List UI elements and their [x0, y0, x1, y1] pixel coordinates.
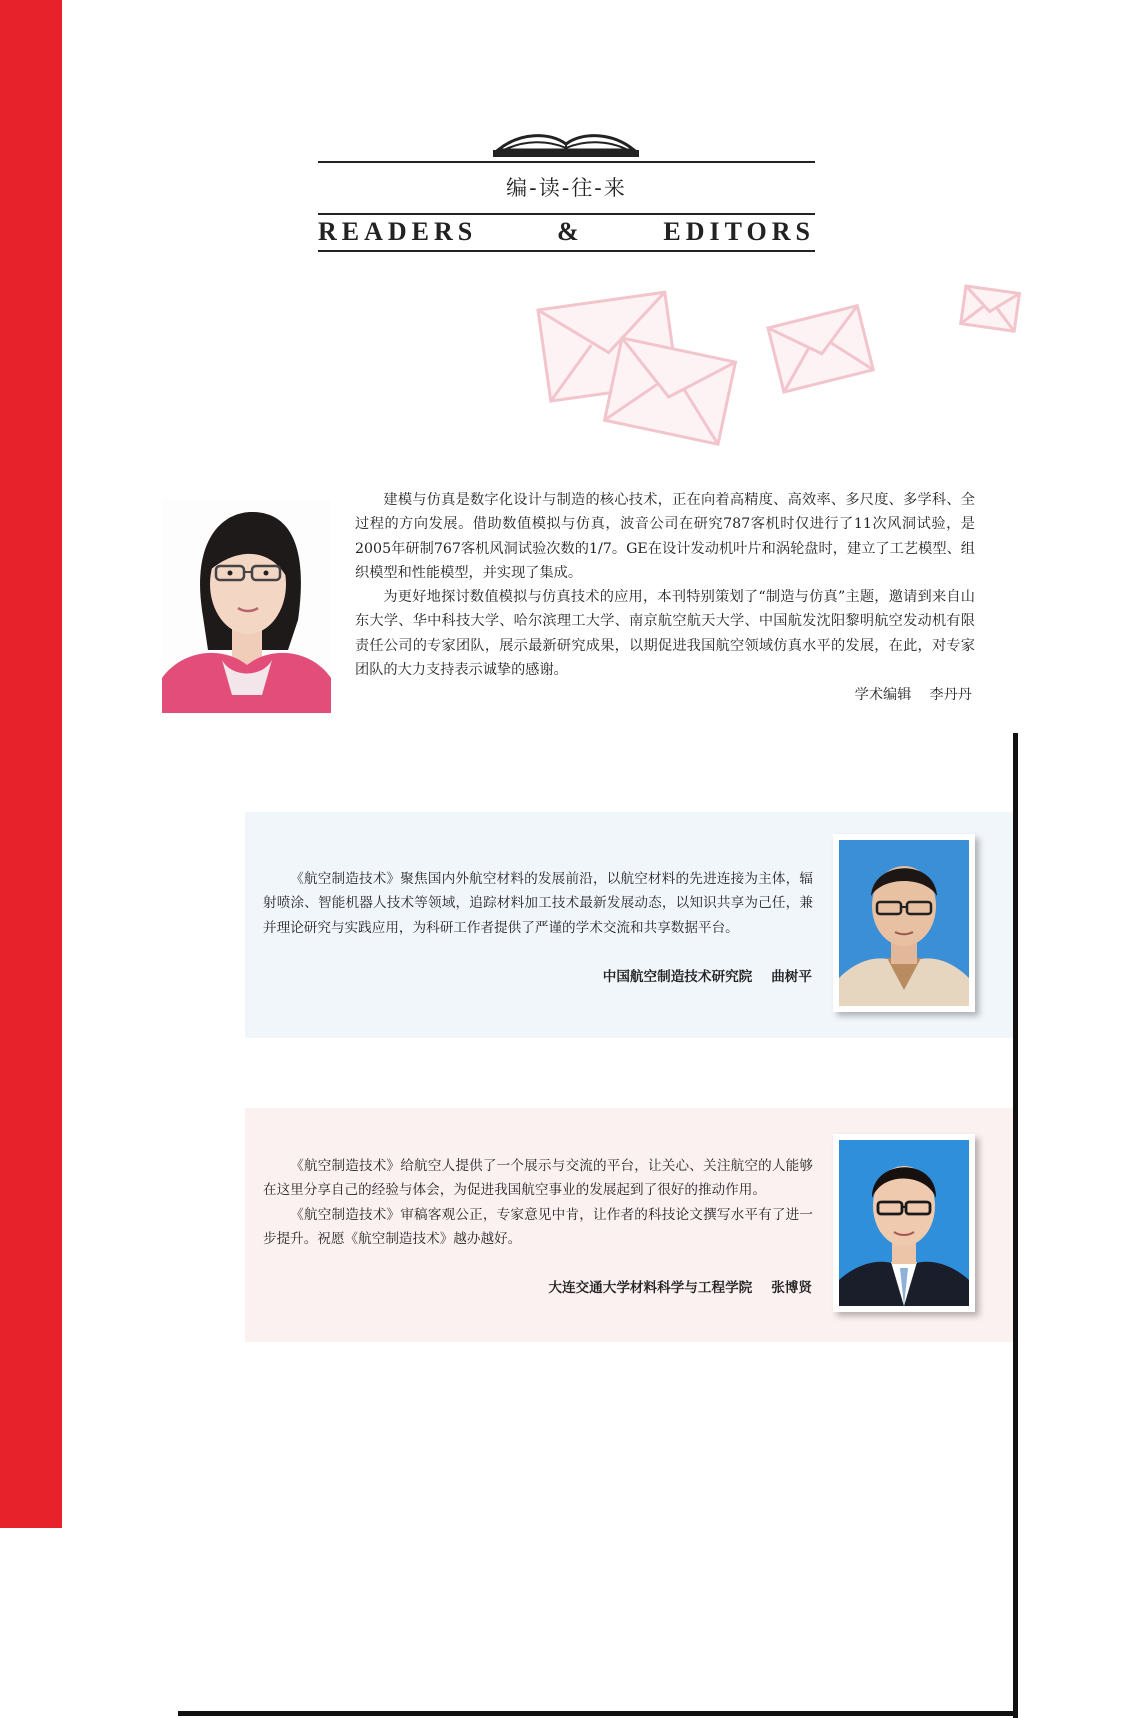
testimonial-paragraph: 《航空制造技术》给航空人提供了一个展示与交流的平台，让关心、关注航空的人能够在这里分享自己的经验与体会，为促进我国航空事业的发展起到了很好的推动作用。: [263, 1158, 813, 1199]
testimonial-photo: [839, 840, 969, 1006]
editor-paragraph: 为更好地探讨数值模拟与仿真技术的应用，本刊特别策划了“制造与仿真”主题，邀请到来自山东大学、华中科技大学、哈尔滨理工大学、南京航空航天大学、中国航发沈阳黎明航空发动机有限责任公司的专家团队，展示最新研究成果，以期促进我国航空领域仿真水平的发展，在此，对专家团队的大力支持表示诚挚的感谢。: [355, 589, 975, 679]
title-word-ampersand: &: [557, 217, 584, 246]
header-top-rule: [318, 161, 815, 163]
testimonial-paragraph: 《航空制造技术》审稿客观公正，专家意见中肯，让作者的科技论文撰写水平有了进一步提升。祝愿《航空制造技术》越办越好。: [263, 1206, 813, 1247]
testimonial-photo-frame: [833, 1134, 975, 1312]
frame-horizontal-line: [178, 1711, 1018, 1716]
testimonial-paragraph: 《航空制造技术》聚焦国内外航空材料的发展前沿，以航空材料的先进连接为主体，辐射喷涂、智能机器人技术等领域，追踪材料加工技术最新发展动态，以知识共享为己任，兼并理论研究与实践应用，为科研工作者提供了严谨的学术交流和共享数据平台。: [263, 871, 813, 936]
red-side-strip: [0, 0, 62, 1528]
frame-vertical-line: [1013, 733, 1018, 1718]
testimonial-text: [263, 1154, 813, 1251]
testimonial-photo-frame: [833, 834, 975, 1012]
section-title-en: [318, 216, 815, 248]
title-word-editors: EDITORS: [663, 217, 815, 246]
testimonial-signature: 大连交通大学材料科学与工程学院 张博贤: [548, 1280, 812, 1296]
header-bottom-rule: [318, 250, 815, 252]
editor-signature: 学术编辑 李丹丹: [854, 687, 972, 703]
open-book-icon: [490, 128, 642, 160]
testimonial-photo: [839, 1140, 969, 1306]
editor-paragraph: 建模与仿真是数字化设计与制造的核心技术，正在向着高精度、高效率、多尺度、多学科、全过程的方向发展。借助数值模拟与仿真，波音公司在研究787客机时仅进行了11次风洞试验，是2005年研制767客机风洞试验次数的1/7。GE在设计发动机叶片和涡轮盘时，建立了工艺模型、组织模型和性能模型，并实现了集成。: [355, 492, 975, 581]
editor-photo: [162, 500, 331, 713]
section-title-cn: 编-读-往-来: [506, 176, 627, 200]
envelope-decoration: [530, 280, 1040, 450]
editor-message: [355, 488, 975, 682]
title-word-readers: READERS: [318, 217, 478, 246]
testimonial-text: [263, 867, 813, 940]
testimonial-signature: 中国航空制造技术研究院 曲树平: [602, 969, 812, 985]
header-middle-rule: [318, 213, 815, 215]
